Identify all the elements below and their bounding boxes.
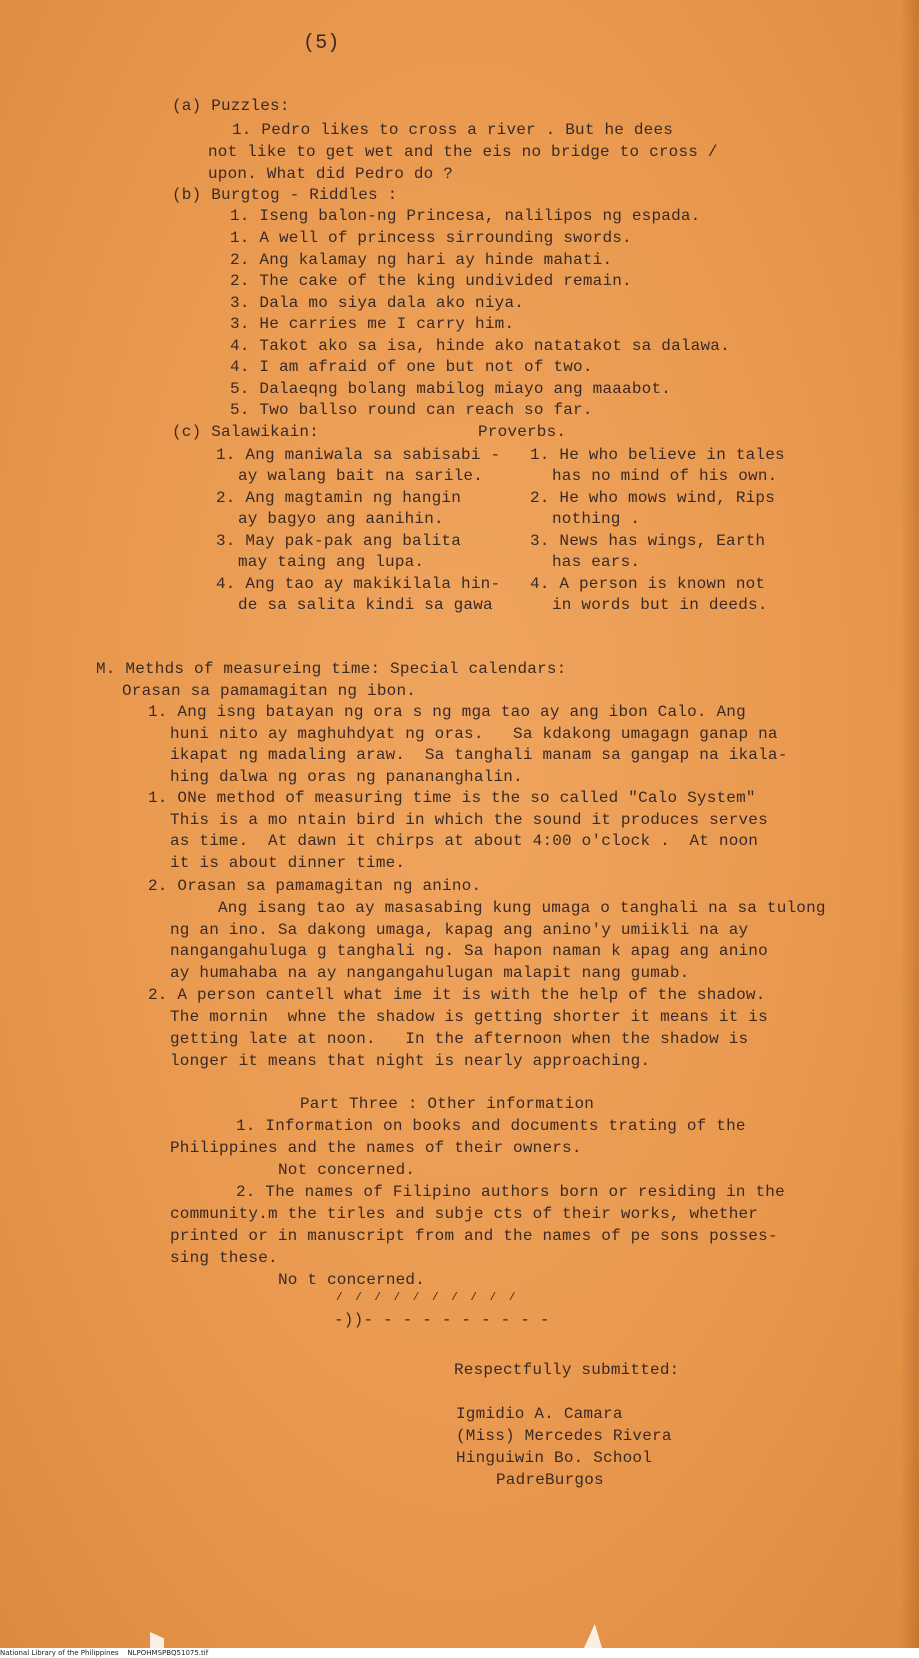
proverb-english-line: 4. A person is known not	[530, 575, 766, 593]
end-mark: -))- - - - - - - - - -	[334, 1311, 550, 1329]
bird-tagalog-line: ikapat ng madaling araw. Sa tanghali manam sa gangap na ikala-	[170, 746, 788, 764]
part-three-item2-line: 2. The names of Filipino authors born or residing in the	[236, 1183, 785, 1201]
not-concerned-2: No t concerned.	[278, 1271, 426, 1289]
signatory-line: (Miss) Mercedes Rivera	[456, 1427, 672, 1445]
proverbs-heading-tagalog: (c) Salawikain:	[172, 423, 320, 441]
part-three-item2-line: community.m the tirles and subje cts of their works, whether	[170, 1205, 759, 1223]
riddle-line: 5. Two ballso round can reach so far.	[230, 401, 593, 419]
shadow-english-line: getting late at noon. In the afternoon when the shadow is	[170, 1030, 749, 1048]
proverb-english-line: 3. News has wings, Earth	[530, 532, 766, 550]
bird-tagalog-line: hing dalwa ng oras ng panananghalin.	[170, 768, 523, 786]
part-three-item2-line: sing these.	[170, 1249, 278, 1267]
proverb-english-line: has ears.	[552, 553, 641, 571]
riddle-line: 3. Dala mo siya dala ako niya.	[230, 294, 525, 312]
bird-english-line: 1. ONe method of measuring time is the so called "Calo System"	[148, 789, 756, 807]
part-three-item2-line: printed or in manuscript from and the names of pe sons posses-	[170, 1227, 778, 1245]
methods-heading: M. Methds of measureing time: Special calendars:	[96, 660, 567, 678]
signatory-line: PadreBurgos	[496, 1471, 604, 1489]
riddle-line: 4. I am afraid of one but not of two.	[230, 358, 593, 376]
bird-english-line: it is about dinner time.	[170, 854, 406, 872]
riddle-line: 1. Iseng balon-ng Princesa, nalilipos ng espada.	[230, 207, 701, 225]
methods-subheading: Orasan sa pamamagitan ng ibon.	[122, 682, 417, 700]
riddle-line: 2. The cake of the king undivided remain.	[230, 272, 632, 290]
shadow-english-line: longer it means that night is nearly approaching.	[170, 1052, 651, 1070]
riddle-line: 2. Ang kalamay ng hari ay hinde mahati.	[230, 251, 613, 269]
puzzle-line: upon. What did Pedro do ?	[208, 165, 454, 183]
shadow-tagalog-line: ay humahaba na ay nangangahulugan malapit nang gumab.	[170, 964, 690, 982]
not-concerned-1: Not concerned.	[278, 1161, 416, 1179]
shadow-tagalog-line: nangangahuluga g tanghali ng. Sa hapon naman k apag ang anino	[170, 942, 768, 960]
bird-tagalog-line: 1. Ang isng batayan ng ora s ng mga tao ay ang ibon Calo. Ang	[148, 703, 746, 721]
page-edge-shadow	[901, 0, 919, 1648]
proverb-tagalog-line: 4. Ang tao ay makikilala hin-	[216, 575, 501, 593]
proverbs-heading-english: Proverbs.	[478, 423, 567, 441]
proverb-tagalog-line: 1. Ang maniwala sa sabisabi -	[216, 446, 501, 464]
shadow-english-line: The mornin whne the shadow is getting shorter it means it is	[170, 1008, 768, 1026]
tick-marks: / / / / / / / / / /	[336, 1292, 519, 1304]
proverb-english-line: 1. He who believe in tales	[530, 446, 785, 464]
paper-tear	[150, 1632, 164, 1648]
page-number: (5)	[303, 32, 340, 55]
proverb-tagalog-line: ay bagyo ang aanihin.	[238, 510, 444, 528]
proverb-tagalog-line: de sa salita kindi sa gawa	[238, 596, 493, 614]
puzzle-line: 1. Pedro likes to cross a river . But he dees	[232, 121, 674, 139]
bird-tagalog-line: huni nito ay maghuhdyat ng oras. Sa kdakong umagagn ganap na	[170, 725, 778, 743]
signatory-line: Hinguiwin Bo. School	[456, 1449, 653, 1467]
proverb-english-line: in words but in deeds.	[552, 596, 768, 614]
proverb-tagalog-line: 3. May pak-pak ang balita	[216, 532, 462, 550]
part-three-item1-line: Philippines and the names of their owners.	[170, 1139, 582, 1157]
proverb-english-line: has no mind of his own.	[552, 467, 778, 485]
bird-english-line: This is a mo ntain bird in which the sound it produces serves	[170, 811, 768, 829]
proverb-tagalog-line: ay walang bait na sarile.	[238, 467, 484, 485]
riddle-line: 4. Takot ako sa isa, hinde ako natatakot sa dalawa.	[230, 337, 730, 355]
proverb-tagalog-line: 2. Ang magtamin ng hangin	[216, 489, 462, 507]
riddle-line: 1. A well of princess sirrounding swords.	[230, 229, 632, 247]
puzzles-heading: (a) Puzzles:	[172, 97, 290, 115]
proverb-english-line: 2. He who mows wind, Rips	[530, 489, 776, 507]
proverb-english-line: nothing .	[552, 510, 641, 528]
shadow-tagalog-line: Ang isang tao ay masasabing kung umaga o tanghali na sa tulong	[218, 899, 826, 917]
riddle-line: 3. He carries me I carry him.	[230, 315, 515, 333]
riddle-line: 5. Dalaeqng bolang mabilog miayo ang maaabot.	[230, 380, 672, 398]
part-three-heading: Part Three : Other information	[300, 1095, 595, 1113]
part-three-item1-line: 1. Information on books and documents trating of the	[236, 1117, 746, 1135]
closing: Respectfully submitted:	[454, 1361, 680, 1379]
signatory-line: Igmidio A. Camara	[456, 1405, 623, 1423]
puzzle-line: not like to get wet and the eis no bridge to cross /	[208, 143, 718, 161]
shadow-english-line: 2. A person cantell what ime it is with the help of the shadow.	[148, 986, 766, 1004]
riddles-heading: (b) Burgtog - Riddles :	[172, 186, 398, 204]
archive-footer: National Library of the Philippines NLPOHMSPBQ51075.tif	[0, 1648, 919, 1658]
paper-tear	[584, 1624, 602, 1648]
bird-english-line: as time. At dawn it chirps at about 4:00 o'clock . At noon	[170, 832, 759, 850]
shadow-heading: 2. Orasan sa pamamagitan ng anino.	[148, 877, 482, 895]
proverb-tagalog-line: may taing ang lupa.	[238, 553, 425, 571]
shadow-tagalog-line: ng an ino. Sa dakong umaga, kapag ang anino'y umiikli na ay	[170, 921, 749, 939]
